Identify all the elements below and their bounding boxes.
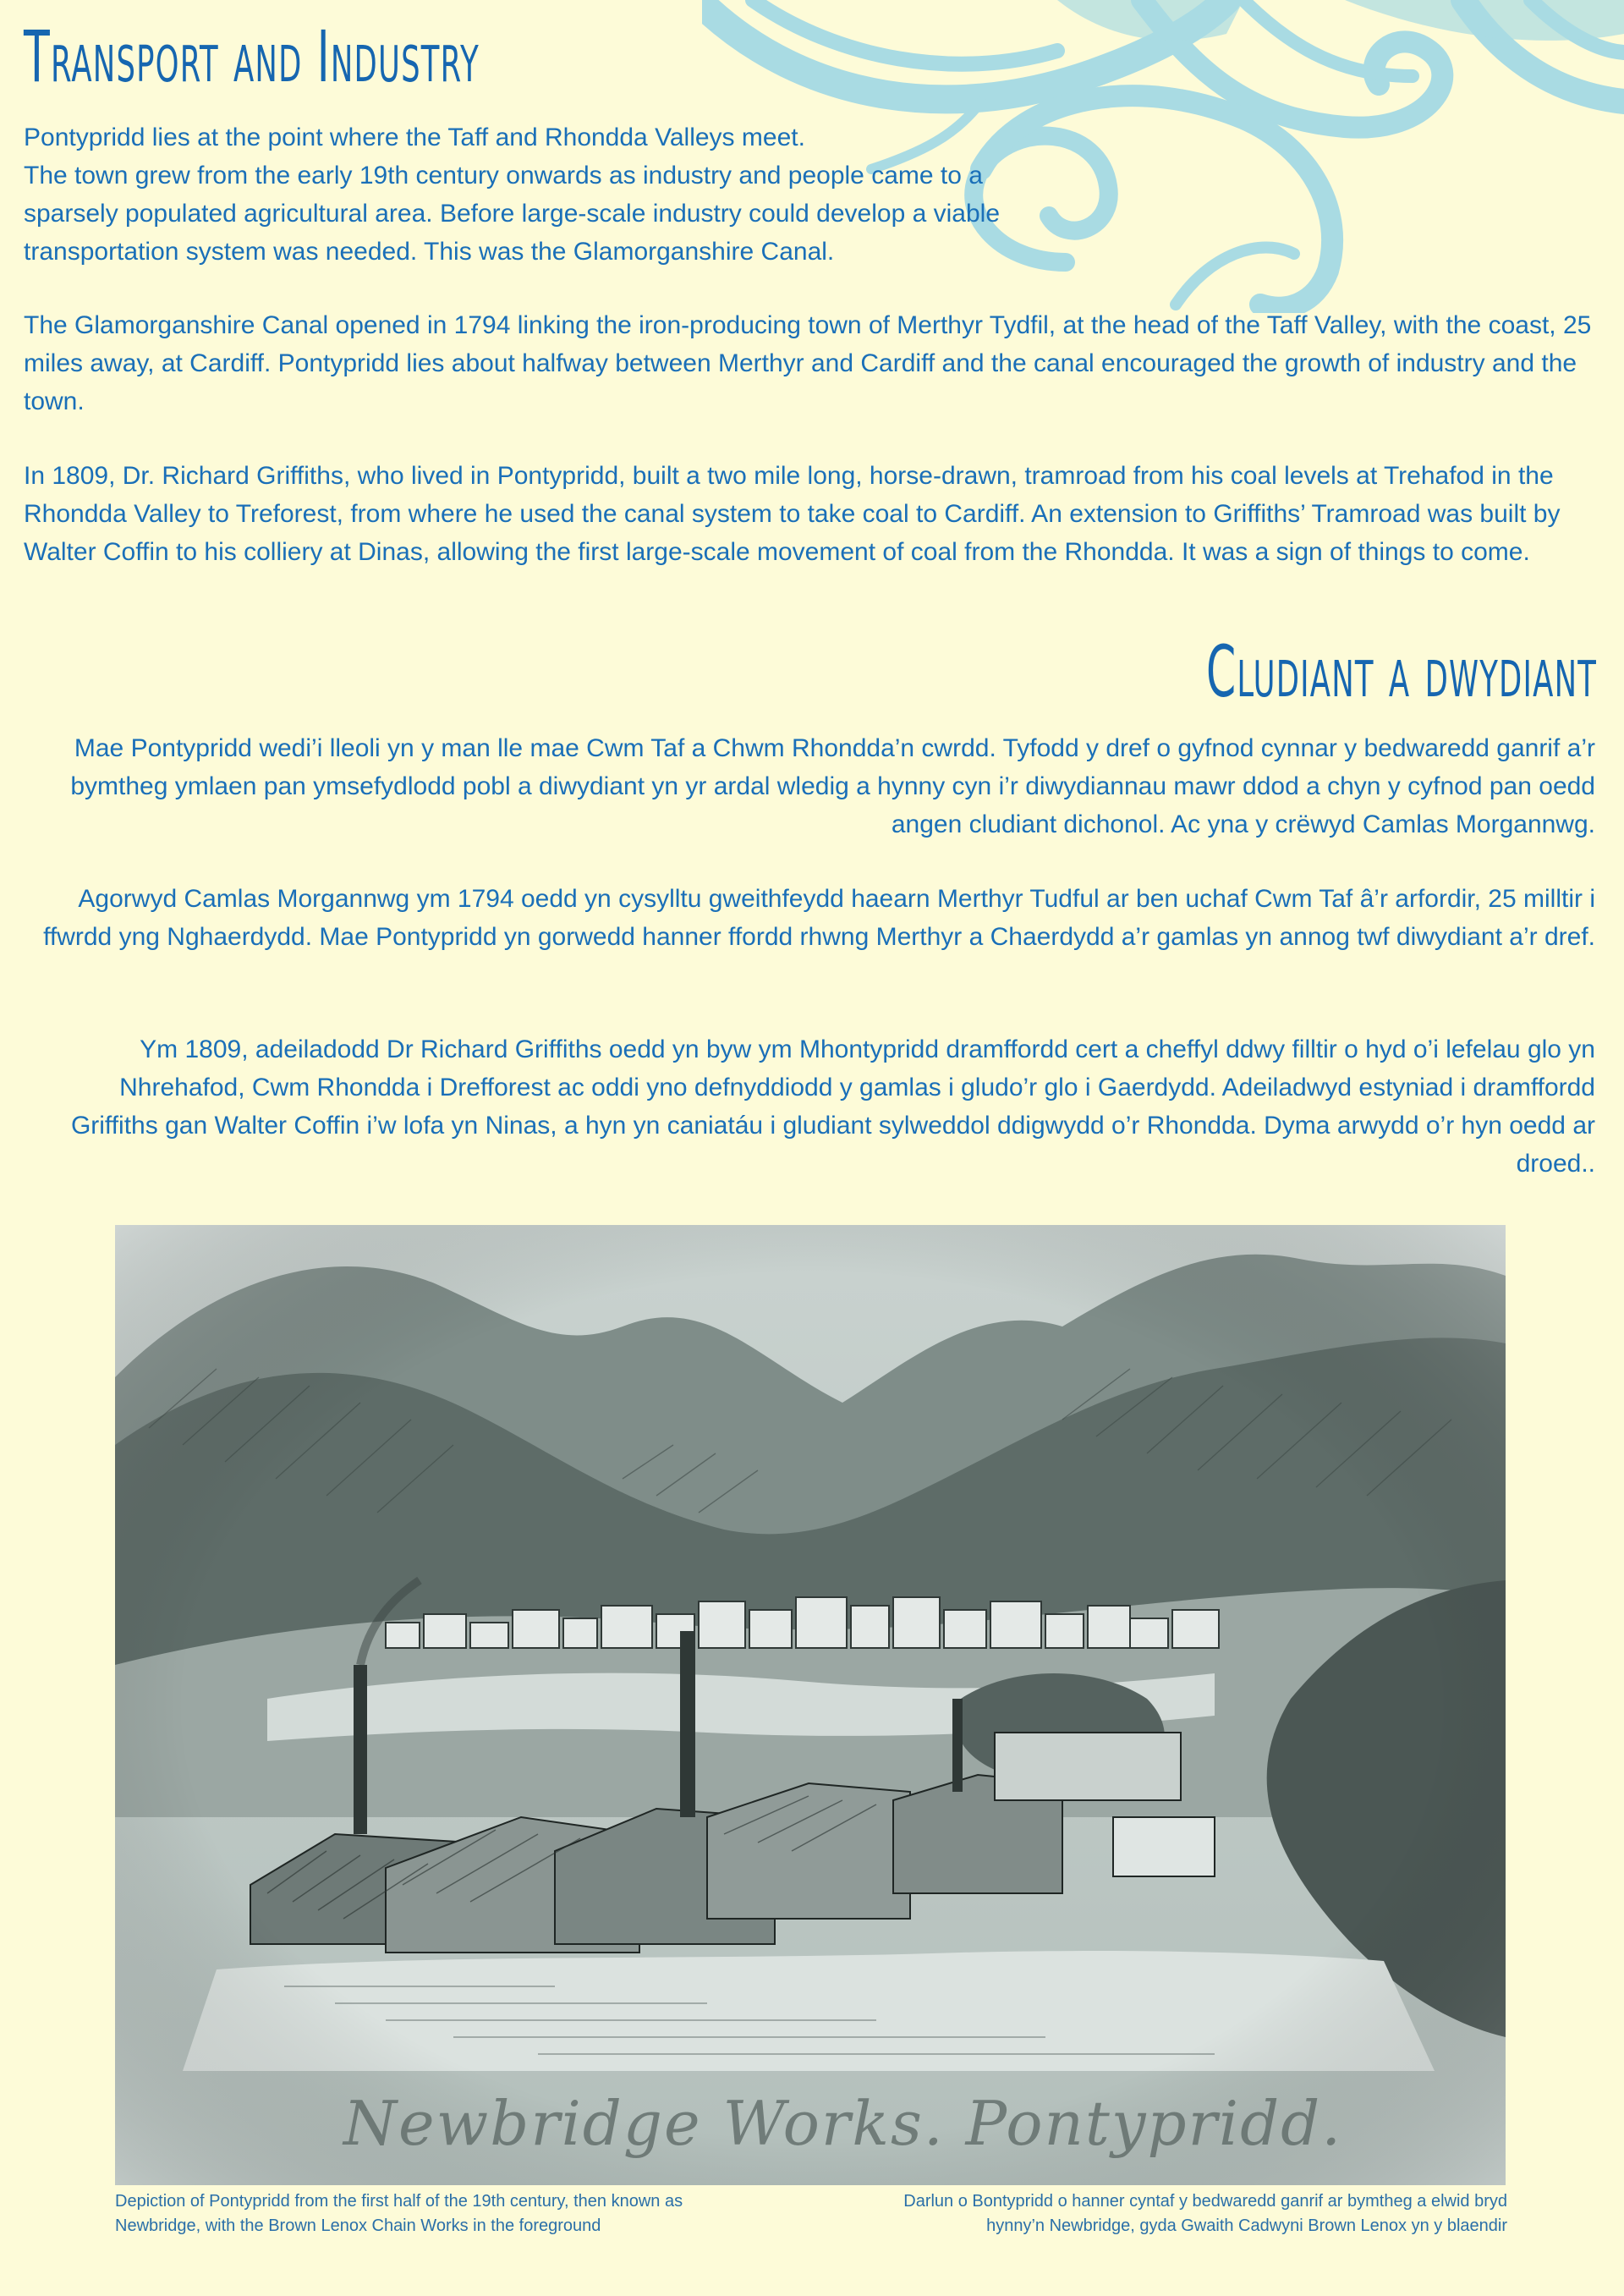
welsh-title: Cludiant a dwydiant xyxy=(1205,630,1597,713)
newbridge-works-engraving xyxy=(115,1225,1506,2185)
page-title: Transport and Industry xyxy=(24,15,480,98)
welsh-paragraph-intro: Mae Pontypridd wedi’i lleoli yn y man lle mae Cwm Taf a Chwm Rhondda’n cwrdd. Tyfodd y dref o gyfnod cynnar y bedwaredd ganrif a’r bymtheg ymlaen pan ymsefydlodd pobl a diwydiant yn yr ardal wledig a hynny cyn i’r diwydiannau mawr ddod a chyn y cyfnod pan oedd angen cludiant dichonol. Ac yna y crëwyd Camlas Morgannwg. xyxy=(70,734,1595,838)
english-paragraph-canal: The Glamorganshire Canal opened in 1794 linking the iron-producing town of Merthyr Tydfil, at the head of the Taff Valley, with the coast, 25 miles away, at Cardiff. Pontypridd lies about halfway between Merthyr and Cardiff and the canal encouraged the growth of industry and the town. xyxy=(24,311,1592,415)
image-caption-welsh: Darlun o Bontypridd o hanner cyntaf y bedwaredd ganrif ar bymtheg a elwid bryd hynny’n Newbridge, gyda Gwaith Cadwyni Brown Lenox yn y blaendir xyxy=(903,2192,1507,2235)
image-caption-english: Depiction of Pontypridd from the first half of the 19th century, then known as Newbridge, with the Brown Lenox Chain Works in the foreground xyxy=(115,2192,683,2235)
english-intro-line2: The town grew from the early 19th century onwards as industry and people came to a sparsely populated agricultural area. Before large-scale industry could develop a viable transportation system was needed. This was the Glamorganshire Canal. xyxy=(24,162,1001,266)
welsh-paragraph-canal: Agorwyd Camlas Morgannwg ym 1794 oedd yn cysylltu gweithfeydd haearn Merthyr Tudful ar ben uchaf Cwm Taf â’r arfordir, 25 milltir i ffwrdd yng Nghaerdydd. Mae Pontypridd yn gorwedd hanner ffordd rhwng Merthyr a Chaerdydd a’r gamlas yn annog twf diwydiant a’r dref. xyxy=(43,885,1595,951)
engraving-inscription: Newbridge Works. Pontypridd. xyxy=(343,2088,1343,2159)
english-paragraph-tramroad: In 1809, Dr. Richard Griffiths, who lived in Pontypridd, built a two mile long, horse-drawn, tramroad from his coal levels at Trehafod in the Rhondda Valley to Treforest, from where he used the canal system to take coal to Cardiff. An extension to Griffiths’ Tramroad was built by Walter Coffin to his colliery at Dinas, allowing the first large-scale movement of coal from the Rhondda. It was a sign of things to come. xyxy=(24,462,1561,566)
english-intro xyxy=(24,118,1039,271)
welsh-paragraph-tramroad: Ym 1809, adeiladodd Dr Richard Griffiths oedd yn byw ym Mhontypridd dramffordd cert a cheffyl ddwy filltir o hyd o’i lefelau glo yn Nhrehafod, Cwm Rhondda i Drefforest ac oddi yno defnyddiodd y gamlas i gludo’r glo i Gaerdydd. Adeiladwyd estyniad i dramffordd Griffiths gan Walter Coffin i’w lofa yn Ninas, a hyn yn caniatáu i gludiant sylweddol ddigwydd o’r Rhondda. Dyma arwydd o’r hyn oedd ar droed.. xyxy=(70,1035,1595,1178)
english-intro-line1: Pontypridd lies at the point where the Taff and Rhondda Valleys meet. xyxy=(24,124,805,151)
